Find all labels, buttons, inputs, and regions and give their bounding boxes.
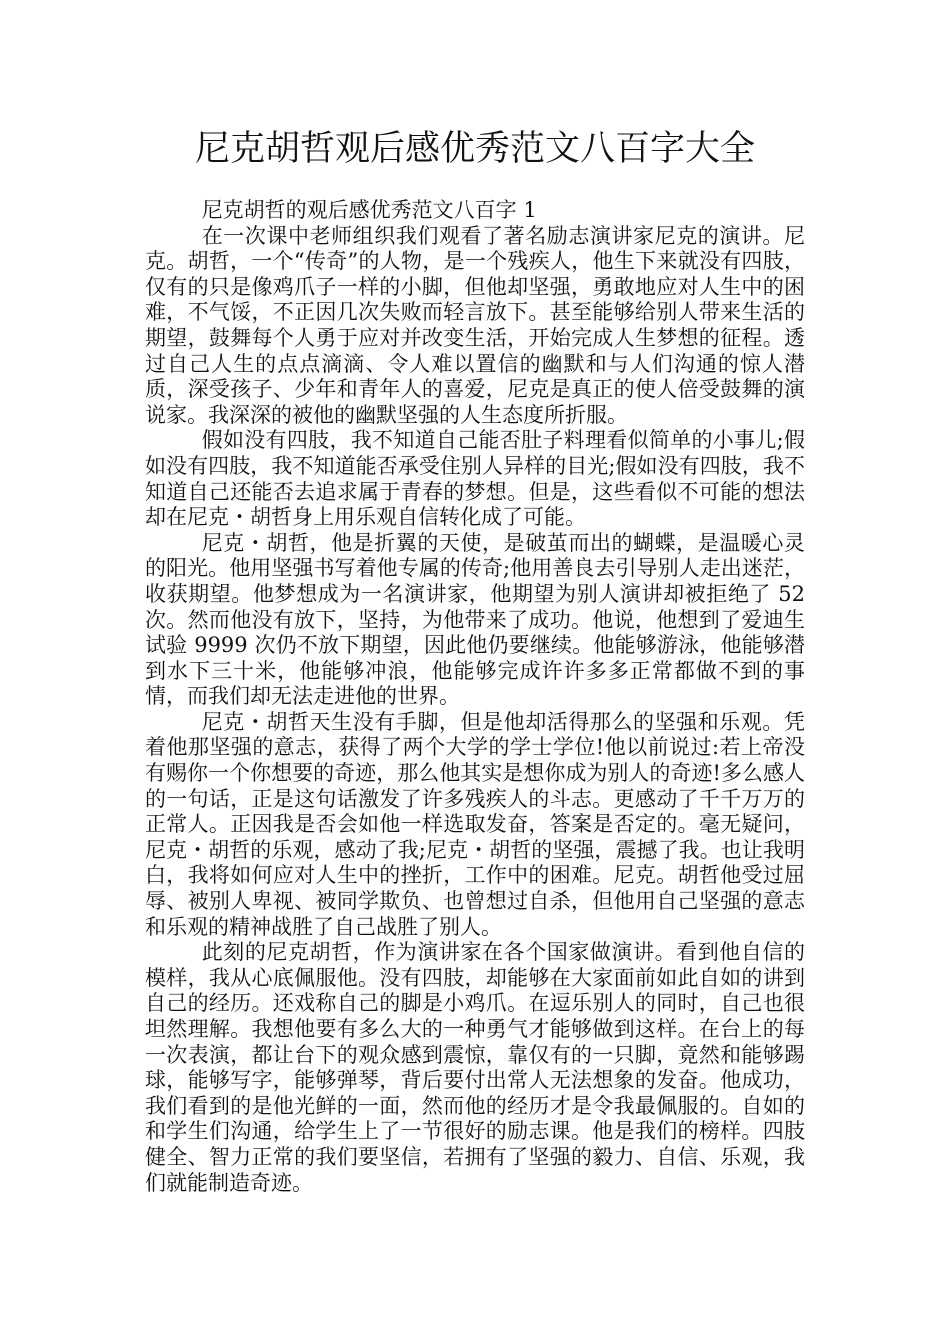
document-title: 尼克胡哲观后感优秀范文八百字大全	[194, 129, 755, 169]
paragraph: 尼克・胡哲，他是折翼的天使，是破茧而出的蝴蝶，是温暖心灵的阳光。他用坚强书写着他专属的传奇;他用善良去引导别人走出迷茫，收获期望。他梦想成为一名演讲家，他期望为别人演讲却被拒绝了 52 次。然而他没有放下，坚持，为他带来了成功。他说，他想到了爱迪生试验 9999 次仍不放下期望，因此他仍要继续。他能够游泳，他能够潜到水下三十米，他能够冲浪，他能够完成许许多多正常都做不到的事情，而我们却无法走进他的世界。	[145, 530, 805, 709]
paragraph: 在一次课中老师组织我们观看了著名励志演讲家尼克的演讲。尼克。胡哲，一个“传奇”的人物，是一个残疾人，他生下来就没有四肢，仅有的只是像鸡爪子一样的小脚，但他却坚强，勇敢地应对人生中的困难，不气馁，不正因几次失败而轻言放下。甚至能够给别人带来生活的期望，鼓舞每个人勇于应对并改变生活，开始完成人生梦想的征程。透过自己人生的点点滴滴、令人难以置信的幽默和与人们沟通的惊人潜质，深受孩子、少年和青年人的喜爱，尼克是真正的使人倍受鼓舞的演说家。我深深的被他的幽默坚强的人生态度所折服。	[145, 223, 805, 427]
paragraph: 尼克・胡哲天生没有手脚，但是他却活得那么的坚强和乐观。凭着他那坚强的意志，获得了两个大学的学士学位!他以前说过:若上帝没有赐你一个你想要的奇迹，那么他其实是想你成为别人的奇迹!多么感人的一句话，正是这句话激发了许多残疾人的斗志。更感动了千千万万的正常人。正因我是否会如他一样选取发奋，答案是否定的。毫无疑问，尼克・胡哲的乐观，感动了我;尼克・胡哲的坚强，震撼了我。也让我明白，我将如何应对人生中的挫折，工作中的困难。尼克。胡哲他受过屈辱、被别人卑视、被同学欺负、也曾想过自杀，但他用自己坚强的意志和乐观的精神战胜了自己战胜了别人。	[145, 709, 805, 939]
document-subtitle: 尼克胡哲的观后感优秀范文八百字 1	[201, 198, 537, 222]
paragraph: 假如没有四肢，我不知道自己能否肚子料理看似简单的小事儿;假如没有四肢，我不知道能否承受住别人异样的目光;假如没有四肢，我不知道自己还能否去追求属于青春的梦想。但是，这些看似不可能的想法却在尼克・胡哲身上用乐观自信转化成了可能。	[145, 428, 805, 530]
paragraph: 此刻的尼克胡哲，作为演讲家在各个国家做演讲。看到他自信的模样，我从心底佩服他。没有四肢，却能够在大家面前如此自如的讲到自己的经历。还戏称自己的脚是小鸡爪。在逗乐别人的同时，自己也很坦然理解。我想他要有多么大的一种勇气才能够做到这样。在台上的每一次表演，都让台下的观众感到震惊，靠仅有的一只脚，竟然和能够踢球，能够写字，能够弹琴，背后要付出常人无法想象的发奋。他成功，我们看到的是他光鲜的一面，然而他的经历才是令我最佩服的。自如的和学生们沟通，给学生上了一节很好的励志课。他是我们的榜样。四肢健全、智力正常的我们要坚信，若拥有了坚强的毅力、自信、乐观，我们就能制造奇迹。	[145, 940, 805, 1195]
document-body	[145, 198, 805, 1196]
